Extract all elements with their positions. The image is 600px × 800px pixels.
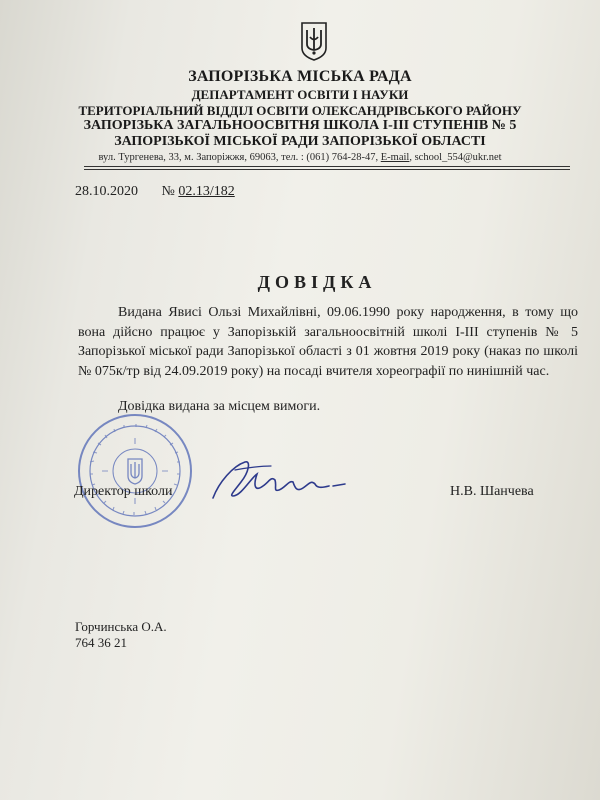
- letterhead-department: ДЕПАРТАМЕНТ ОСВІТИ І НАУКИ: [191, 87, 409, 102]
- contacts-email: , school_554@ukr.net: [409, 152, 502, 163]
- executor-phone: 764 36 21: [75, 635, 127, 650]
- school-stamp: [76, 412, 194, 530]
- letterhead-school-name: ЗАПОРІЗЬКА ЗАГАЛЬНООСВІТНЯ ШКОЛА І-ІІІ СТУПЕНІВ № 5: [83, 118, 517, 133]
- letterhead-contacts: [0, 152, 600, 163]
- signatory-role: Директор школи: [74, 484, 173, 499]
- document-date: 28.10.2020: [75, 184, 138, 199]
- letterhead-district-office: ТЕРИТОРІАЛЬНИЙ ВІДДІЛ ОСВІТИ ОЛЕКСАНДРІВСЬКОГО РАЙОНУ: [78, 103, 522, 118]
- signatory-name: Н.В. Шанчева: [450, 484, 534, 499]
- executor-block: [75, 619, 167, 651]
- body-paragraph: Видана Явисі Ользі Михайлівні, 09.06.1990 року народження, в тому що вона дійсно працює у Запорізькій загальноосвітній школі І-ІІІ ступенів № 5 Запорізької міської ради Запорізької області з 01 жовтня 2019 року (наказ по школі № 075к/тр від 24.09.2019 року) на посаді вчителя хореографії по нинішній час.: [78, 305, 578, 379]
- coat-of-arms-icon: [299, 20, 329, 62]
- letterhead-school-affiliation: ЗАПОРІЗЬКОЇ МІСЬКОЇ РАДИ ЗАПОРІЗЬКОЇ ОБЛАСТІ: [114, 134, 486, 149]
- document-number-value: 02.13/182: [178, 184, 235, 199]
- document-number-prefix: №: [161, 184, 179, 199]
- date-number-line: [75, 184, 235, 200]
- letterhead-city-council: ЗАПОРІЗЬКА МІСЬКА РАДА: [188, 68, 412, 85]
- body-note: Довідка видана за місцем вимоги.: [118, 399, 321, 414]
- executor-name: Горчинська О.А.: [75, 619, 167, 634]
- document-body: [78, 303, 578, 381]
- document-number: [162, 184, 235, 199]
- header-divider-bottom: [84, 169, 570, 170]
- handwritten-signature: [205, 452, 355, 512]
- contacts-email-label: E-mail: [380, 152, 410, 163]
- contacts-address: вул. Тургенева, 33, м. Запоріжжя, 69063, тел. : (061) 764-28-47,: [98, 152, 381, 163]
- header-divider-top: [84, 166, 570, 167]
- document-title: ДОВІДКА: [257, 272, 377, 292]
